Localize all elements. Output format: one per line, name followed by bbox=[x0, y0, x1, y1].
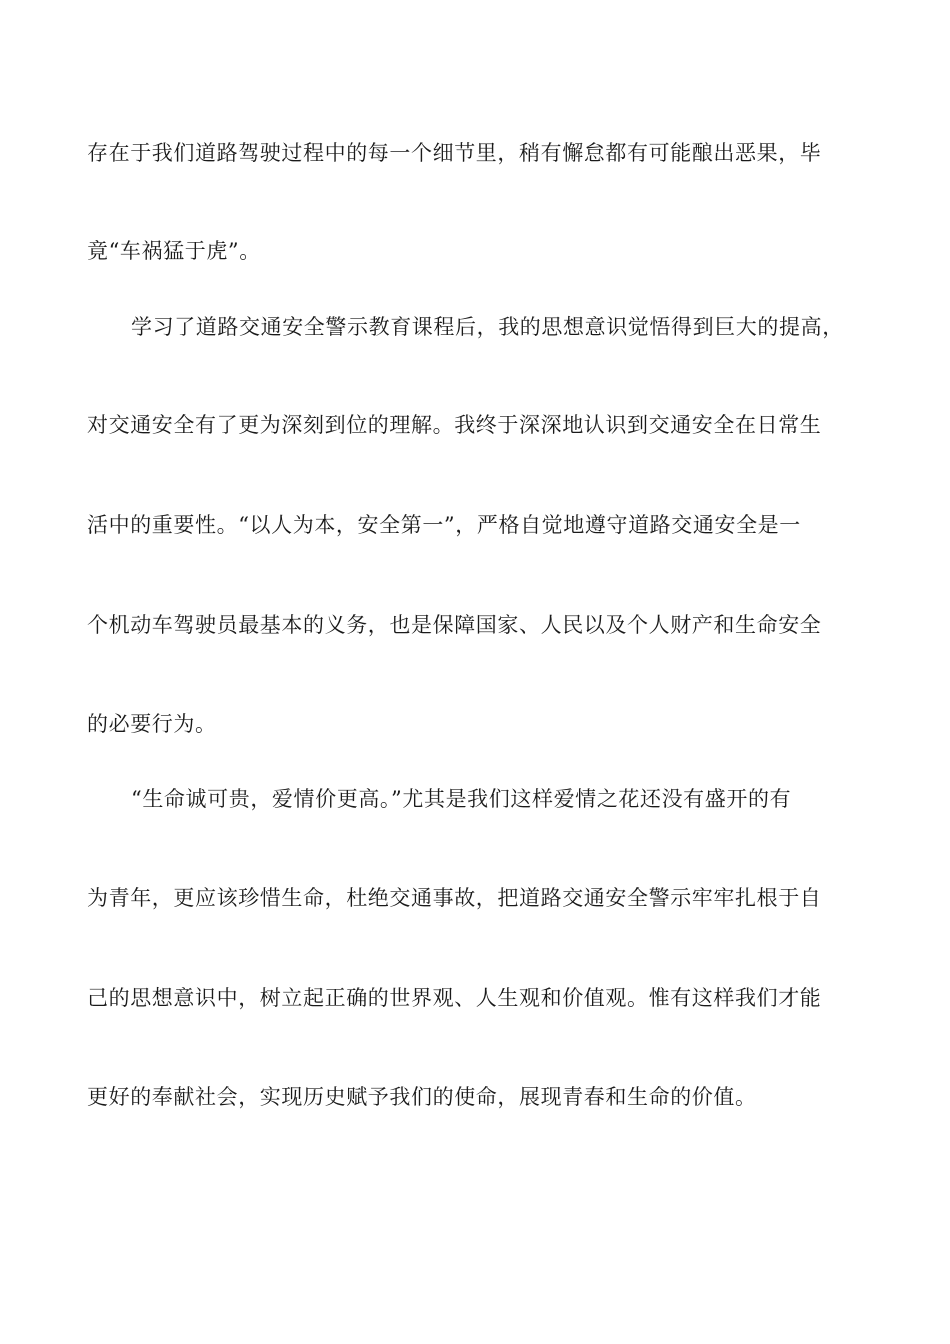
paragraph-line: 学习了道路交通安全警示教育课程后，我的思想意识觉悟得到巨大的提高， bbox=[131, 315, 844, 339]
paragraph-line: 己的思想意识中，树立起正确的世界观、人生观和价值观。惟有这样我们才能 bbox=[87, 986, 822, 1010]
paragraph-line: 对交通安全有了更为深刻到位的理解。我终于深深地认识到交通安全在日常生 bbox=[87, 413, 822, 437]
paragraph-line: 竟“车祸猛于虎”。 bbox=[87, 239, 261, 263]
paragraph-line: 个机动车驾驶员最基本的义务，也是保障国家、人民以及个人财产和生命安全 bbox=[87, 613, 822, 637]
paragraph-line: 更好的奉献社会，实现历史赋予我们的使命，展现青春和生命的价值。 bbox=[87, 1085, 757, 1109]
paragraph-line: “生命诚可贵，爱情价更高。”尤其是我们这样爱情之花还没有盛开的有 bbox=[131, 787, 792, 811]
paragraph-line: 为青年，更应该珍惜生命，杜绝交通事故，把道路交通安全警示牢牢扎根于自 bbox=[87, 886, 822, 910]
paragraph-line: 存在于我们道路驾驶过程中的每一个细节里，稍有懈怠都有可能酿出恶果，毕 bbox=[87, 141, 822, 165]
paragraph-line: 活中的重要性。“以人为本，安全第一”，严格自觉地遵守道路交通安全是一 bbox=[87, 513, 801, 537]
paragraph-line: 的必要行为。 bbox=[87, 712, 217, 736]
